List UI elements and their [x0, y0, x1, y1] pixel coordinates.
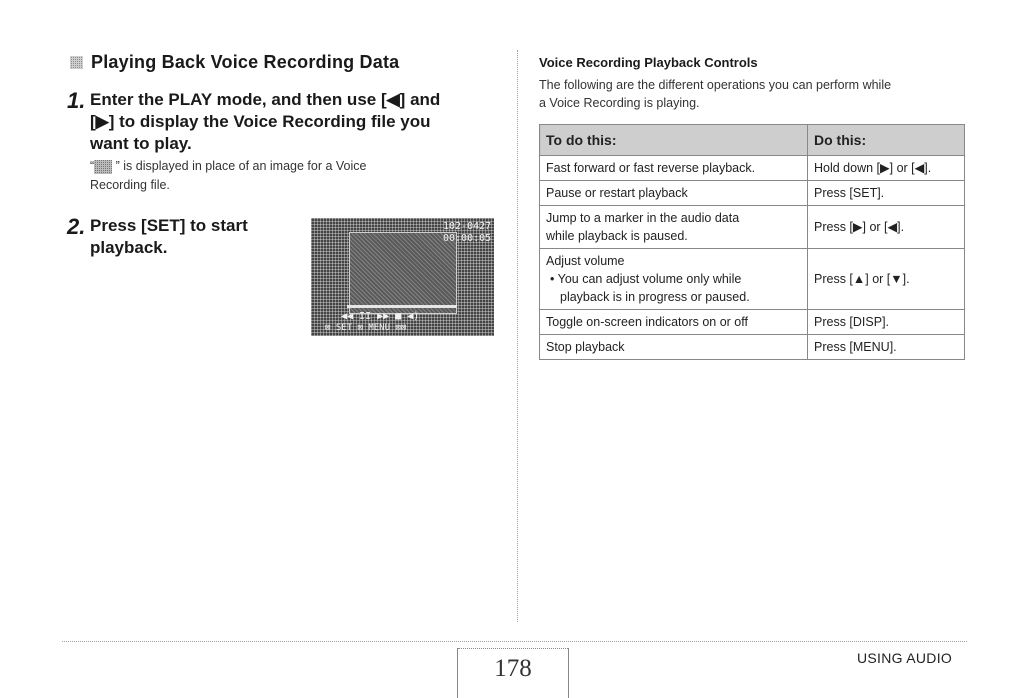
- step-2-line: Press [SET] to start: [90, 216, 248, 235]
- square-bullet-icon: [70, 56, 83, 69]
- lcd-time: 00:00:05: [443, 233, 492, 244]
- table-row: [540, 310, 965, 335]
- note-quote-open: “: [90, 159, 95, 173]
- do-cell: Press [MENU].: [808, 335, 965, 360]
- section-heading: [70, 52, 500, 73]
- step-1: [67, 88, 500, 195]
- action-cell: Toggle on-screen indicators on or off: [540, 310, 808, 335]
- step-1-line: want to play.: [90, 134, 192, 153]
- table-header-row: [540, 125, 965, 156]
- footer-section-label: USING AUDIO: [857, 650, 953, 666]
- lcd-progress-bar: [347, 305, 457, 308]
- step-2-number: 2.: [67, 214, 86, 239]
- camera-lcd-screenshot: [311, 218, 494, 336]
- action-line: Adjust volume: [546, 254, 625, 268]
- bullet-line: • You can adjust volume only while: [550, 272, 742, 286]
- table-row: [540, 156, 965, 181]
- header-to-do-this: To do this:: [540, 125, 808, 156]
- step-1-number: 1.: [67, 88, 86, 113]
- page-box-top-line: [458, 648, 568, 649]
- bullet-line: playback is in progress or paused.: [560, 290, 750, 304]
- page-number: 178: [494, 655, 532, 682]
- section-heading-text: Playing Back Voice Recording Data: [91, 52, 400, 72]
- lcd-button-labels: ⊠ SET ⊠ MENU ⊠⊠: [325, 323, 407, 333]
- voice-recording-graphic: [349, 232, 457, 314]
- controls-intro: [539, 76, 964, 112]
- header-do-this: Do this:: [808, 125, 965, 156]
- note-text-line2: Recording file.: [90, 178, 170, 192]
- intro-line: a Voice Recording is playing.: [539, 96, 700, 110]
- step-1-line: Enter the PLAY mode, and then use [◀] and: [90, 90, 441, 109]
- do-cell: Press [SET].: [808, 181, 965, 206]
- voice-file-icon: [94, 160, 112, 174]
- do-cell: Press [DISP].: [808, 310, 965, 335]
- action-line: Jump to a marker in the audio data: [546, 211, 740, 225]
- lcd-file-number: 102-0427: [443, 221, 492, 232]
- step-1-note: [90, 157, 500, 195]
- page-number-box: [457, 648, 569, 698]
- controls-heading: Voice Recording Playback Controls: [539, 55, 758, 70]
- note-text: ” is displayed in place of an image for a Voice: [112, 159, 367, 173]
- action-cell: [540, 249, 808, 310]
- table-row: [540, 181, 965, 206]
- table-row: [540, 206, 965, 249]
- footer-divider: [62, 641, 967, 642]
- action-cell: Fast forward or fast reverse playback.: [540, 156, 808, 181]
- do-cell: Press [▲] or [▼].: [808, 249, 965, 310]
- step-1-line: [▶] to display the Voice Recording file you: [90, 112, 431, 131]
- controls-table: [539, 124, 965, 360]
- lcd-playback-controls: ◀◀ II ▶▶ ■ ◀): [341, 311, 420, 322]
- table-row: [540, 249, 965, 310]
- action-cell: Pause or restart playback: [540, 181, 808, 206]
- step-1-text: [90, 89, 500, 155]
- column-divider: [517, 50, 518, 622]
- step-2-line: playback.: [90, 238, 168, 257]
- intro-line: The following are the different operations you can perform while: [539, 78, 892, 92]
- action-line: while playback is paused.: [546, 229, 688, 243]
- table-row: [540, 335, 965, 360]
- action-cell: [540, 206, 808, 249]
- do-cell: Hold down [▶] or [◀].: [808, 156, 965, 181]
- action-cell: Stop playback: [540, 335, 808, 360]
- do-cell: Press [▶] or [◀].: [808, 206, 965, 249]
- right-column: [539, 55, 969, 360]
